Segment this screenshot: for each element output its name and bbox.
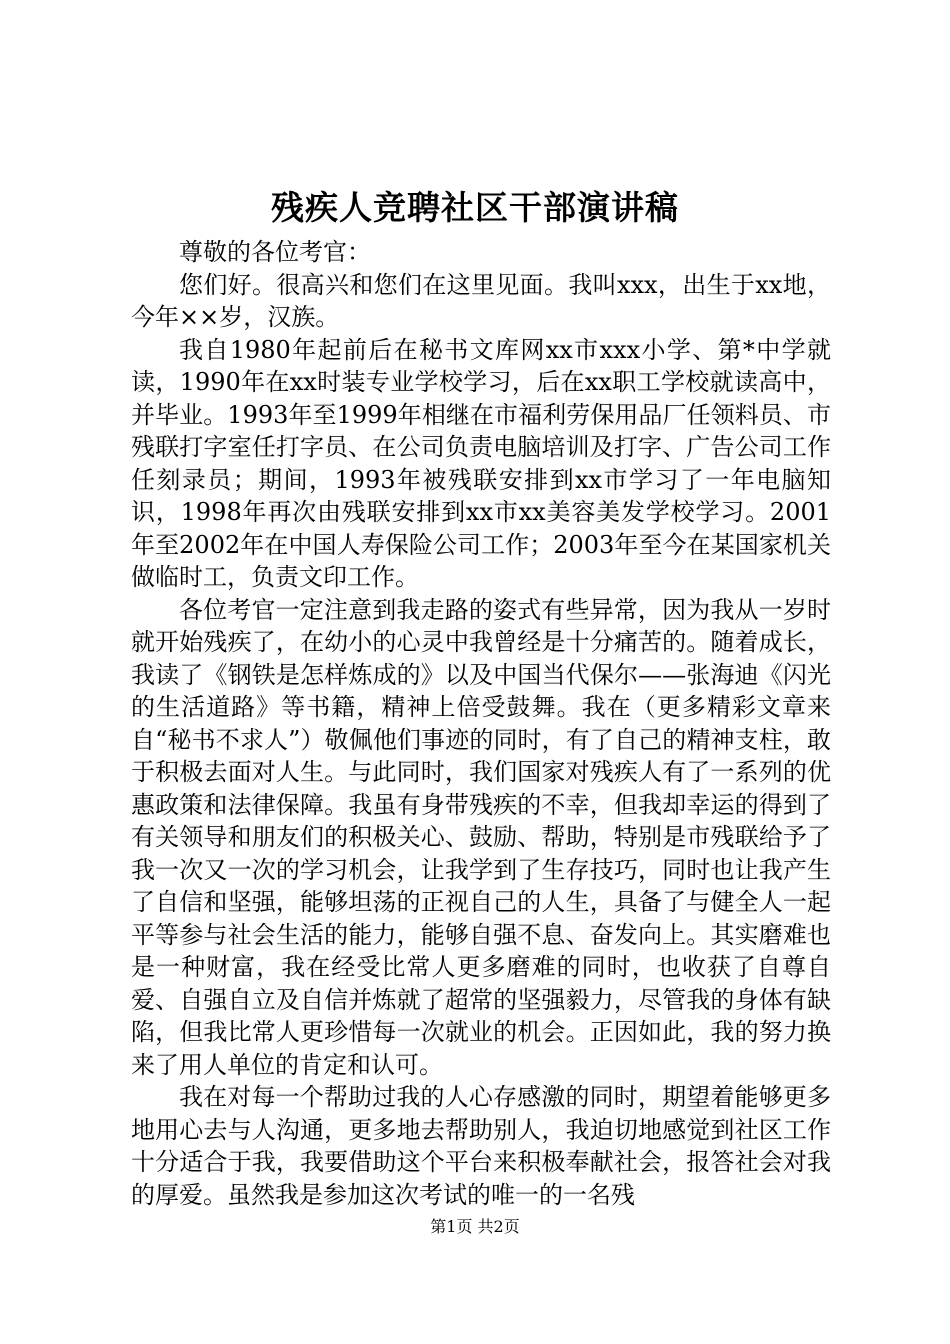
document-title: 残疾人竞聘社区干部演讲稿 xyxy=(271,188,679,227)
page-footer: 第1页 共2页 xyxy=(430,1217,520,1236)
document-body xyxy=(131,236,831,1211)
greeting-paragraph: 您们好。很高兴和您们在这里见面。我叫xxx，出生于xx地，今年××岁，汉族。 xyxy=(131,270,831,331)
experience-paragraph: 各位考官一定注意到我走路的姿式有些异常，因为我从一岁时就开始残疾了，在幼小的心灵中我曾经是十分痛苦的。随着成长，我读了《钢铁是怎样炼成的》以及中国当代保尔——张海迪《闪光的生活道路》等书籍，精神上倍受鼓舞。我在（更多精彩文章来自“秘书不求人”）敬佩他们事迹的同时，有了自己的精神支柱，敢于积极去面对人生。与此同时，我们国家对残疾人有了一系列的优惠政策和法律保障。我虽有身带残疾的不幸，但我却幸运的得到了有关领导和朋友们的积极关心、鼓励、帮助，特别是市残联给予了我一次又一次的学习机会，让我学到了生存技巧，同时也让我产生了自信和坚强，能够坦荡的正视自己的人生，具备了与健全人一起平等参与社会生活的能力，能够自强不息、奋发向上。其实磨难也是一种财富，我在经受比常人更多磨难的同时，也收获了自尊自爱、自强自立及自信并炼就了超常的坚强毅力，尽管我的身体有缺陷，但我比常人更珍惜每一次就业的机会。正因如此，我的努力换来了用人单位的肯定和认可。 xyxy=(131,595,831,1079)
salutation-paragraph: 尊敬的各位考官： xyxy=(179,238,371,266)
motivation-paragraph: 我在对每一个帮助过我的人心存感激的同时，期望着能够更多地用心去与人沟通，更多地去帮助别人，我迫切地感觉到社区工作十分适合于我，我要借助这个平台来积极奉献社会，报答社会对我的厚爱。虽然我是参加这次考试的唯一的一名残 xyxy=(131,1083,831,1209)
background-paragraph: 我自1980年起前后在秘书文库网xx市xxx小学、第*中学就读，1990年在xx时装专业学校学习，后在xx职工学校就读高中，并毕业。1993年至1999年相继在市福利劳保用品厂任领料员、市残联打字室任打字员、在公司负责电脑培训及打字、广告公司工作任刻录员；期间，1993年被残联安排到xx市学习了一年电脑知识，1998年再次由残联安排到xx市xx美容美发学校学习。2001年至2002年在中国人寿保险公司工作；2003年至今在某国家机关做临时工，负责文印工作。 xyxy=(131,335,831,591)
